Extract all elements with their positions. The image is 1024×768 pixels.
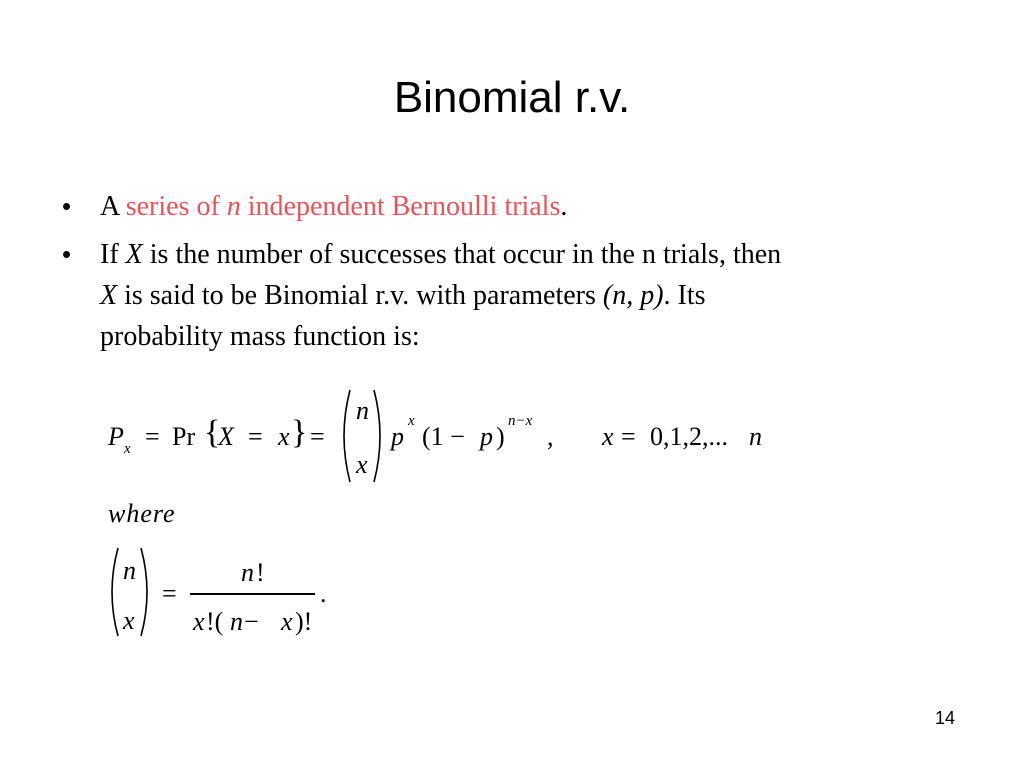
bullet-text: probability mass function is: [100, 321, 420, 352]
highlight-variable: n [226, 191, 241, 222]
math-left-brace: { [204, 414, 221, 451]
highlight-text: series of [125, 191, 227, 222]
math-p: P [108, 422, 124, 451]
right-paren-icon [139, 546, 155, 638]
page-number: 14 [935, 708, 956, 728]
fraction-denominator: − [244, 607, 259, 636]
math-p: p [480, 422, 493, 451]
bullet-text: is said to be Binomial r.v. with parameters [117, 280, 603, 311]
fraction-denominator: x [281, 607, 293, 636]
math-comma: , [547, 422, 554, 451]
bullet-marker: • [62, 239, 72, 269]
math-superscript: x [408, 413, 415, 429]
math-var-x: x [602, 422, 614, 451]
variable-x: X [100, 280, 118, 311]
bullet-text: . Its [663, 280, 706, 311]
math-text: ) [496, 422, 505, 451]
binom-top: n [123, 556, 136, 585]
fraction-numerator: ! [256, 558, 265, 587]
math-period: . [320, 579, 327, 608]
math-equals: = [621, 422, 636, 451]
where-label: where [108, 499, 176, 528]
math-equals: = [145, 422, 160, 451]
math-var-x-upper: X [218, 422, 234, 451]
math-p: p [391, 422, 404, 451]
fraction-denominator: !( [206, 607, 224, 636]
math-var-x: x [278, 422, 290, 451]
math-var-n: n [749, 422, 762, 451]
bullet-item-2 [60, 234, 960, 357]
math-right-brace: } [291, 414, 308, 451]
fraction-denominator: x [193, 607, 205, 636]
bullet-text: A [100, 191, 126, 222]
binom-top: n [356, 396, 369, 425]
math-equals: = [162, 579, 177, 608]
fraction-line [190, 593, 315, 595]
fraction-denominator: n [230, 607, 243, 636]
left-paren-icon [336, 388, 352, 484]
parameters: (n, p) [602, 280, 664, 311]
variable-x: X [125, 239, 143, 270]
fraction-denominator: )! [295, 607, 313, 636]
binom-bottom: x [356, 450, 368, 479]
bullet-list [60, 186, 960, 364]
bullet-text: . [560, 191, 568, 222]
math-range-values: 0,1,2,... [650, 422, 728, 451]
fraction-numerator: n [241, 558, 254, 587]
bullet-item-1 [60, 186, 960, 227]
binom-bottom: x [123, 606, 135, 635]
math-equals: = [310, 422, 325, 451]
bullet-text: If [100, 239, 126, 270]
math-superscript: n−x [508, 413, 533, 429]
right-paren-icon [372, 388, 388, 484]
highlight-text: independent Bernoulli trials [240, 191, 561, 222]
math-pr: Pr [172, 422, 196, 451]
math-subscript: x [124, 441, 131, 457]
bullet-marker: • [62, 191, 72, 221]
left-paren-icon [104, 546, 120, 638]
slide-title: Binomial r.v. [393, 73, 631, 122]
math-text: (1 − [422, 422, 465, 451]
math-equals: = [248, 422, 263, 451]
bullet-text: is the number of successes that occur in the n trials, then [142, 239, 782, 270]
